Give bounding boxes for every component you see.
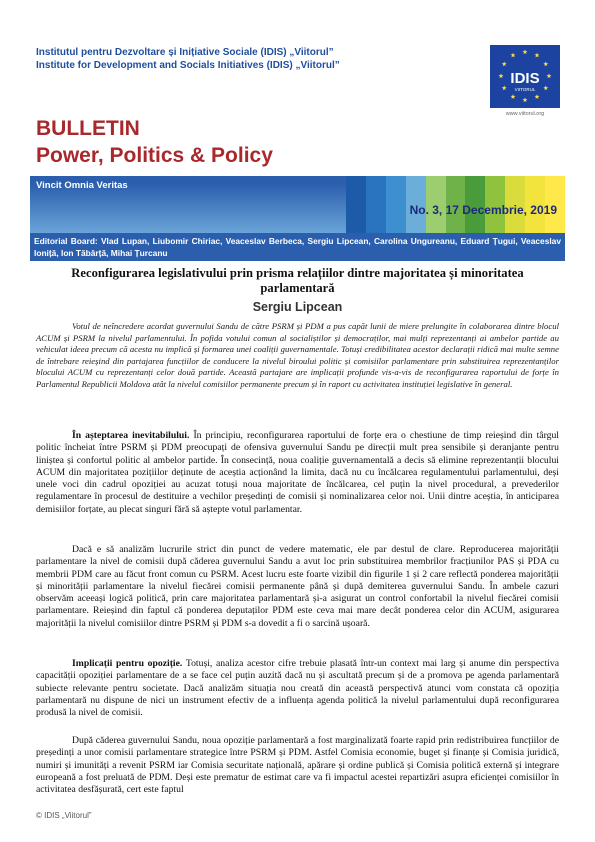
- masthead-stripe: [366, 176, 386, 233]
- paragraph-text: Dacă e să analizăm lucrurile strict din punct de vedere matematic, ele par destul de clare. Reproducerea majorității parlamentare la nivel de comisii după căderea guvernului Sandu a avut loc prin substituirea membrilor fracțiunilor PAS și PDA cu membrii PDM care au făcut front comun cu PSRM. Acest lucru este foarte vizibil din figurile 1 și 2 care reflectă ponderea majorității și minorității parlamentare la nivelul fiecărei comisii permanente până și după demiterea guvernului Sandu. În ambele cazuri observăm aceeași logică politică, prin care majoritatea parlamentară și-a asigurat un control confortabil la nivelul fiecărei comisii parlamentare. Reieșind din faptul că ponderea deputaților PDM este ceva mai mare decât ponderea celor din ACUM, asigurarea majorității la nivelul comisiilor dintre PSRM și PDM s-a dovedit a fi o sarcină ușoară.: [36, 544, 559, 629]
- article-title: Reconfigurarea legislativului prin prisma relațiilor dintre majoritatea și minoritatea parlamentară: [71, 266, 524, 295]
- article-paragraph: [36, 544, 559, 630]
- logo-subtext: VIITORUL: [514, 87, 536, 92]
- footer-copyright: © IDIS „Viitorul”: [36, 811, 92, 820]
- eu-stars-logo-icon: [490, 45, 560, 108]
- issue-number-date: No. 3, 17 Decembrie, 2019: [409, 203, 557, 217]
- paragraph-text: După căderea guvernului Sandu, noua opoziție parlamentară a fost marginalizată foarte rapid prin redistribuirea funcțiilor de președinți a unor comisii parlamentare strategice între PSRM și PDM. Astfel Comisia economie, buget și finanțe și Comisia juridică, numiri și imunități a revenit PSRM iar Comisia securitate națională, apărare și ordine publică și Comisia politică externă și integrare europeană a fost preluată de PDM. Deși este prematur de estimat care va fi impactul acestei repartizări asupra eficienței comisiilor în activitatea desfășurată, cert este faptul: [36, 735, 559, 796]
- article-paragraph: [36, 430, 559, 516]
- website-link[interactable]: www.viitorul.org: [505, 111, 545, 117]
- article-abstract: Votul de neîncredere acordat guvernului Sandu de către PSRM și PDM a pus capăt lunii de miere prelungite în colaborarea dintre blocul ACUM și PSRM la nivelul parlamentului. În pofida votului comun al socialiștilor și democraților, mai mulți reprezentanți ai ambelor partide au vehiculat ideea precum că acesta nu implică și formarea unei coaliții guvernamentale. Totuși credibilitatea acestor declarații ridică mai multe semne de întrebare reieșind din partajarea funcțiilor de conducere la nivelul biroului politic și comisiilor parlamentare prin substituirea reprezentanților blocului ACUM cu reprezentanți celor două partide. Această partajare are implicații profunde vis-a-vis de reconfigurarea raportului de forțe în Parlamentul Republicii Moldova atât la nivelul comisiilor permanente precum și în raport cu activitatea instituției legislative în general.: [36, 321, 559, 389]
- paragraph-text: În principiu, reconfigurarea raportului de forțe era o chestiune de timp reieșind din târgul politic încheiat între PSRM și PDM preocupați de ofensiva guvernului Sandu pe direcții mult prea sensibile și deranjante pentru liniștea și confortul politic al ambelor partide. În consecință, noua coaliție guvernamentală a decis să elimine reprezentanții blocului ACUM din majoritatea pozițiilor deținute de aceștia acționând la limita, dacă nu cu încălcarea regulamentului parlamentului, deși unele voci din cadrul opoziției au acuzat totuși noua majoritate de încălcarea, cel puțin la nivel procedural, a prevederilor regulamentare în procesul de destituire a vechilor președinți de comisii și nominalizarea celor noi. Unii dintre aceștia, în anticiparea demisiilor forțate, au plecat singuri fără să aștepte votul parlamentar.: [36, 430, 559, 515]
- bulletin-subtitle: Power, Politics & Policy: [36, 144, 273, 167]
- article-author: Sergiu Lipcean: [252, 300, 343, 314]
- bulletin-title: BULLETIN: [36, 117, 140, 140]
- editorial-board: Editorial Board: Vlad Lupan, Liubomir Chiriac, Veaceslav Berbeca, Sergiu Lipcean, Carolina Ungureanu, Eduard Țugui, Veaceslav Ioniță, Ion Tăbârță, Mihai Țurcanu: [30, 233, 565, 261]
- paragraph-text: Totuși, analiza acestor cifre trebuie plasată într-un context mai larg și anume din perspectiva capacității opoziției parlamentare de a se face cel puțin auzită dacă nu și ascultată precum și de a promova pe agenda parlamentară subiecte relevante pentru societate. Dacă analizăm situația nou creată din această perspectivă atunci vom constata că opoziția parlamentară nu dispune de nici un instrument efectiv de a influența agenda politică la nivelul parlamentului după reconfigurarea produsă la nivel de comisii.: [36, 658, 559, 719]
- masthead-stripe: [386, 176, 406, 233]
- logo-text: IDIS: [510, 70, 540, 87]
- masthead-stripe: [346, 176, 366, 233]
- paragraph-lead: În așteptarea inevitabilului.: [72, 430, 190, 441]
- institute-name-en: Institute for Development and Socials Initiatives (IDIS) „Viitorul”: [36, 60, 340, 71]
- motto: Vincit Omnia Veritas: [36, 180, 128, 191]
- institute-name-ro: Institutul pentru Dezvoltare și Inițiative Sociale (IDIS) „Viitorul”: [36, 47, 334, 58]
- article-paragraph: [36, 658, 559, 719]
- article-paragraph: [36, 735, 559, 796]
- idis-logo[interactable]: [490, 45, 560, 108]
- masthead-band: [30, 176, 565, 233]
- paragraph-lead: Implicații pentru opoziție.: [72, 658, 183, 669]
